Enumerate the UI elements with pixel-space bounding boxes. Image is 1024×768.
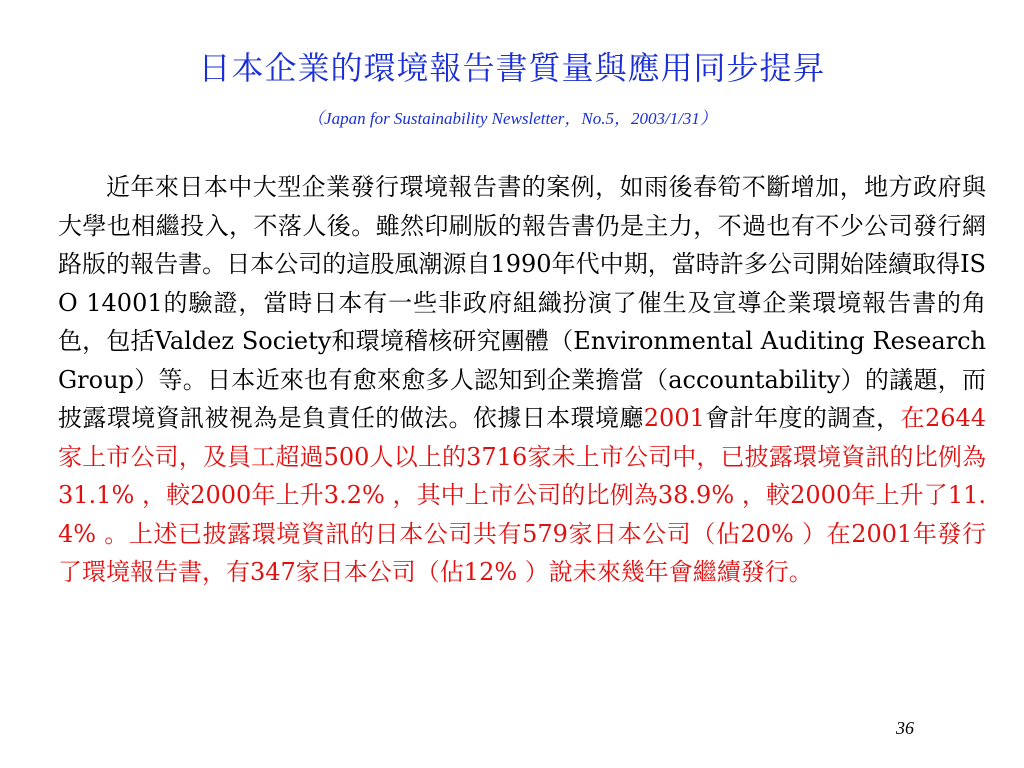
body-paragraph: [58, 168, 986, 592]
page-number: 36: [896, 718, 914, 738]
body-text-continued: 會計年度的調查，: [704, 404, 901, 432]
body-highlight-year: 2001: [643, 404, 705, 432]
body-highlight-statistics: 在2644家上市公司，及員工超過500人以上的3716家未上市公司中，已披露環境資訊的比例為31.1% ，較2000年上升3.2% ，其中上市公司的比例為38.9% ，較2000年上升了11.4% 。上述已披露環境資訊的日本公司共有579家日本公司（佔20% ）在2001年發行了環境報告書，有347家日本公司（佔12% ）說未來幾年會繼續發行。: [58, 404, 987, 586]
slide-title: 日本企業的環境報告書質量與應用同步提昇: [198, 49, 826, 87]
source-citation: （Japan for Sustainability Newsletter，No.5，2003/1/31）: [307, 109, 717, 128]
body-text: 近年來日本中大型企業發行環境報告書的案例，如雨後春筍不斷增加，地方政府與大學也相繼投入，不落人後。雖然印刷版的報告書仍是主力，不過也有不少公司發行網路版的報告書。日本公司的這股風潮源自1990年代中期，當時許多公司開始陸續取得ISO 14001的驗證，當時日本有一些非政府組織扮演了催生及宣導企業環境報告書的角色，包括Valdez Society和環境稽核研究團體（Environmental Auditing Research Group）等。日本近來也有愈來愈多人認知到企業擔當（accountability）的議題，而披露環境資訊被視為是負責任的做法。依據日本環境廳: [58, 173, 986, 432]
